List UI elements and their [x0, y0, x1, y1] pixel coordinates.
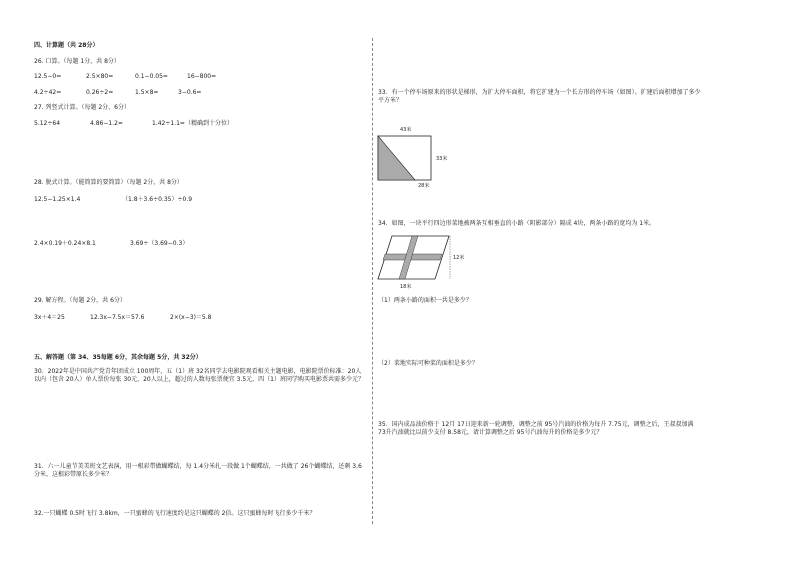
q33-shaded-triangle — [378, 136, 415, 180]
q34-figure — [378, 230, 468, 295]
q28-item: 2.4×0.19＋0.24×8.1 — [34, 240, 96, 247]
q29-item: 3x＋4＝25 — [34, 314, 65, 321]
q29-item: 12.3x−7.5x＝57.6 — [90, 314, 145, 321]
q28-item: （1.8＋3.6÷0.35）÷0.9 — [122, 196, 193, 203]
q32-text: 32.一只蝴蝶 0.5时飞行 3.8km，一只蜜蜂的飞行速度约是这只蝴蝶的 2倍。这只蜜蜂每时飞行多少千米？ — [34, 510, 316, 517]
q26-item: 3−0.6= — [178, 89, 202, 96]
q26-item: 1.5×8= — [135, 89, 159, 96]
q31-text: 31．六一儿童节美美班文艺表演，用一根彩带做蝴蝶结，每 1.4分米扎一段做 1个蝴蝶结，一共做了 26个蝴蝶结，还剩 3.6分米，这根彩带原长多少米？ — [34, 463, 362, 478]
q27-item: 5.12÷64 — [34, 120, 61, 127]
q33-side-label: 33米 — [436, 156, 448, 162]
q28-item: 12.5−1.25×1.4 — [34, 196, 81, 203]
section5-title: 五、解答题（第 34、35每题 6分，其余每题 5分，共 32分） — [34, 354, 202, 361]
q26-item: 12.5−0= — [34, 73, 62, 80]
q34-subquestion-1: （1）两条小路的面积一共是多少？ — [378, 297, 472, 304]
q34-text: 34．如图，一块平行四边形菜地被两条互相垂直的小路（阴影部分）隔成 4块，两条小路的宽均为 1米。 — [378, 220, 656, 227]
q26-item: 0.26÷2= — [86, 89, 114, 96]
q34-horizontal-path — [383, 254, 442, 260]
q26-item: 2.5×80= — [86, 73, 114, 80]
q33-bottom-label: 28米 — [418, 183, 430, 189]
q28-item: 3.69÷（3.69−0.3） — [130, 240, 189, 247]
q27-item: 1.42÷1.1=（精确到十分位） — [152, 120, 233, 127]
q27-item: 4.86−1.2= — [90, 120, 123, 127]
q29-item: 2×(x−3)＝5.8 — [170, 314, 212, 321]
q34-side-label: 12米 — [453, 255, 465, 261]
q34-subquestion-2: （2）菜地实际可种菜的面积是多少？ — [378, 360, 478, 367]
q33-text: 33．有一个停车场原来的形状是梯形，为扩大停车面积，将它扩建为一个长方形的停车场（如图）。扩建后面积增加了多少平方米？ — [378, 89, 701, 104]
q26-item: 16−800= — [187, 73, 217, 80]
q35-text: 35．国内成品油价格于 12月 17日迎来新一轮调整，调整之前 95号汽油的价格为每升 7.75元，调整之后，王叔叔加满 73升汽油就比以前少支付 8.58元，请计算调整之后 95号汽油每升的价格是多少元？ — [378, 421, 694, 436]
column-divider — [372, 38, 373, 524]
q26-title: 26. 口算。（每题 1分，共 8分） — [34, 58, 120, 65]
q28-title: 28. 脱式计算。（能简算的要简算）（每题 2分，共 8分） — [34, 179, 183, 186]
q30-text: 30．2022年是中国共产党青年团成立 100周年，五（1）班 32名同学去电影院观看相关主题电影，电影院票价标准：20人以内（包含 20人）单人票价每张 30元，20人以上，超过的人数每张票便宜 3.5元，四（1）班同学购买电影票共需多少元？ — [34, 368, 364, 383]
section4-title: 四、计算题（共 28分） — [34, 42, 99, 49]
q29-title: 29. 解方程。（每题 2分，共 6分） — [34, 297, 126, 304]
q27-title: 27. 列竖式计算。（每题 2分，6分） — [34, 104, 130, 111]
q26-item: 0.1−0.05= — [135, 73, 168, 80]
q34-bottom-label: 18米 — [400, 284, 412, 290]
q33-top-label: 43米 — [400, 127, 412, 133]
q26-item: 4.2÷42= — [34, 89, 62, 96]
q33-figure — [376, 120, 446, 190]
